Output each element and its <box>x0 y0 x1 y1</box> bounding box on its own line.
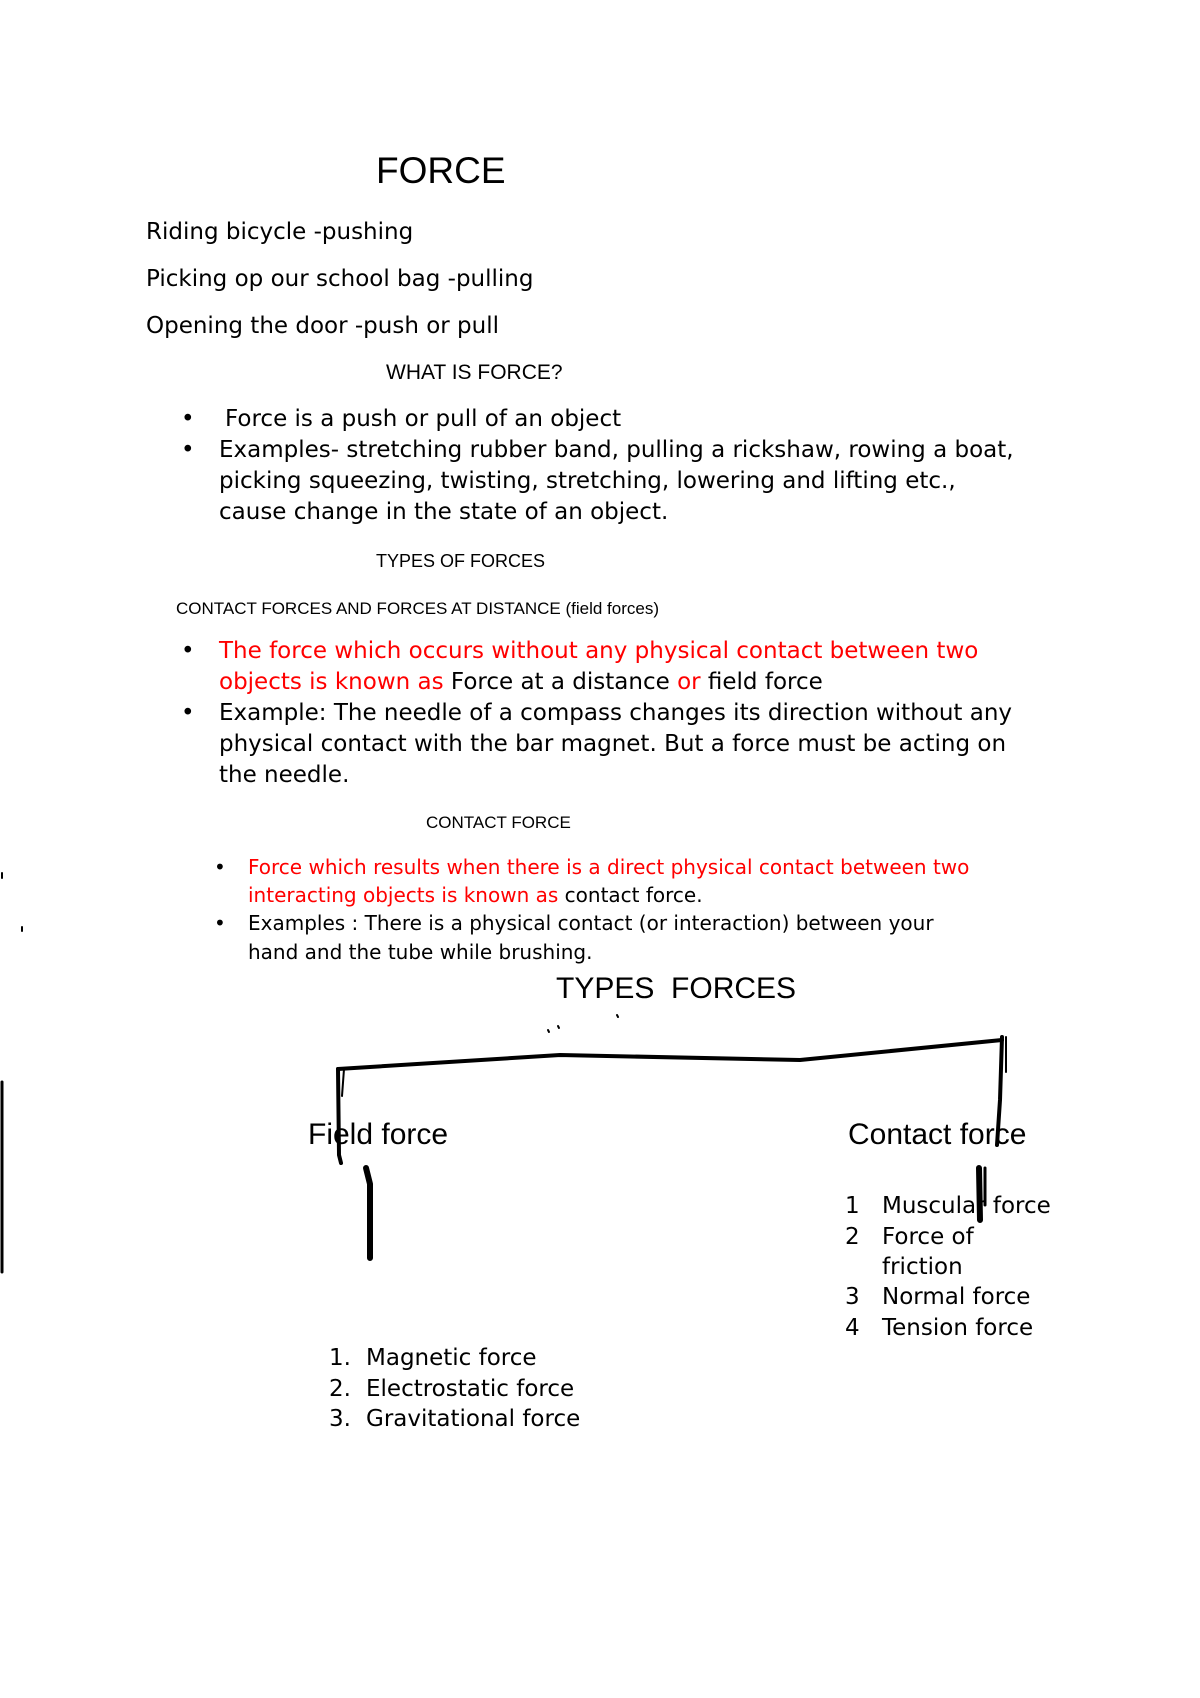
distance-bullet-1-or: or <box>677 669 701 695</box>
stray-mark <box>548 1030 549 1032</box>
distance-bullet-1-red-part: objects is known as <box>219 669 444 695</box>
intro-line-2: Picking op our school bag -pulling <box>146 266 534 292</box>
distance-bullet-2-line-1: Example: The needle of a compass changes its direction without any <box>219 700 1013 726</box>
field-item-text: Magnetic force <box>366 1345 537 1371</box>
stray-mark <box>617 1015 618 1017</box>
what-is-force-heading: WHAT IS FORCE? <box>386 361 563 384</box>
types-of-forces-heading: TYPES OF FORCES <box>376 551 546 571</box>
contact-item-number: 1 <box>845 1193 860 1219</box>
bullet-dot: • <box>181 638 195 664</box>
contact-bullet-1-red-part: interacting objects is known as <box>248 883 559 907</box>
field-item-text: Gravitational force <box>366 1406 581 1432</box>
distance-bullet-2-line-3: the needle. <box>219 762 350 788</box>
contact-item-number: 4 <box>845 1315 860 1341</box>
field-item-number: 2. <box>329 1376 351 1402</box>
distance-bullet-1-term-1: Force at a distance <box>450 669 670 695</box>
bullet-dot: • <box>214 911 226 935</box>
what-is-bullet-2-line-1: Examples- stretching rubber band, pulling a rickshaw, rowing a boat, <box>219 437 1014 463</box>
contact-bullet-2-line-1: Examples : There is a physical contact (or interaction) between your <box>248 911 934 935</box>
contact-item-text: Tension force <box>882 1315 1034 1341</box>
contact-force-label: Contact force <box>848 1118 1027 1151</box>
contact-bullet-1-term: contact force. <box>564 883 703 907</box>
bullet-dot: • <box>181 437 195 463</box>
distance-bullet-2-line-2: physical contact with the bar magnet. But a force must be acting on <box>219 731 1007 757</box>
field-item-text: Electrostatic force <box>366 1376 575 1402</box>
contact-bullet-2-line-2: hand and the tube while brushing. <box>248 940 593 964</box>
distance-bullet-1-line-1: The force which occurs without any physical contact between two <box>219 638 979 664</box>
bullet-dot: • <box>181 700 195 726</box>
left-stem-stroke <box>366 1168 370 1258</box>
contact-item-text: Force of <box>882 1224 974 1250</box>
intro-line-1: Riding bicycle -pushing <box>146 219 414 245</box>
diagram-title: TYPES FORCES <box>556 972 797 1005</box>
bullet-dot: • <box>181 406 195 432</box>
contact-item-number: 3 <box>845 1284 860 1310</box>
field-item-number: 3. <box>329 1406 351 1432</box>
contact-force-heading: CONTACT FORCE <box>426 813 571 832</box>
field-force-label: Field force <box>308 1118 449 1151</box>
contact-item-number: 2 <box>845 1224 860 1250</box>
distance-bullet-1-term-2: field force <box>707 669 823 695</box>
contact-item-text: friction <box>882 1254 963 1280</box>
what-is-bullet-2-line-2: picking squeezing, twisting, stretching, lowering and lifting etc., <box>219 468 956 494</box>
contact-bullet-1-line-1: Force which results when there is a direct physical contact between two <box>248 855 970 879</box>
contact-item-text: Muscular force <box>882 1193 1051 1219</box>
bullet-dot: • <box>214 855 226 879</box>
contact-item-text: Normal force <box>882 1284 1031 1310</box>
contact-and-distance-heading: CONTACT FORCES AND FORCES AT DISTANCE (field forces) <box>176 599 659 618</box>
left-drop-line <box>342 1069 344 1096</box>
what-is-bullet-1: Force is a push or pull of an object <box>225 406 622 432</box>
intro-line-3: Opening the door -push or pull <box>146 313 500 339</box>
horizontal-connector-line <box>338 1040 1002 1069</box>
field-item-number: 1. <box>329 1345 351 1371</box>
what-is-bullet-2-line-3: cause change in the state of an object. <box>219 499 669 525</box>
stray-mark <box>558 1026 559 1028</box>
page-title: FORCE <box>376 150 506 191</box>
